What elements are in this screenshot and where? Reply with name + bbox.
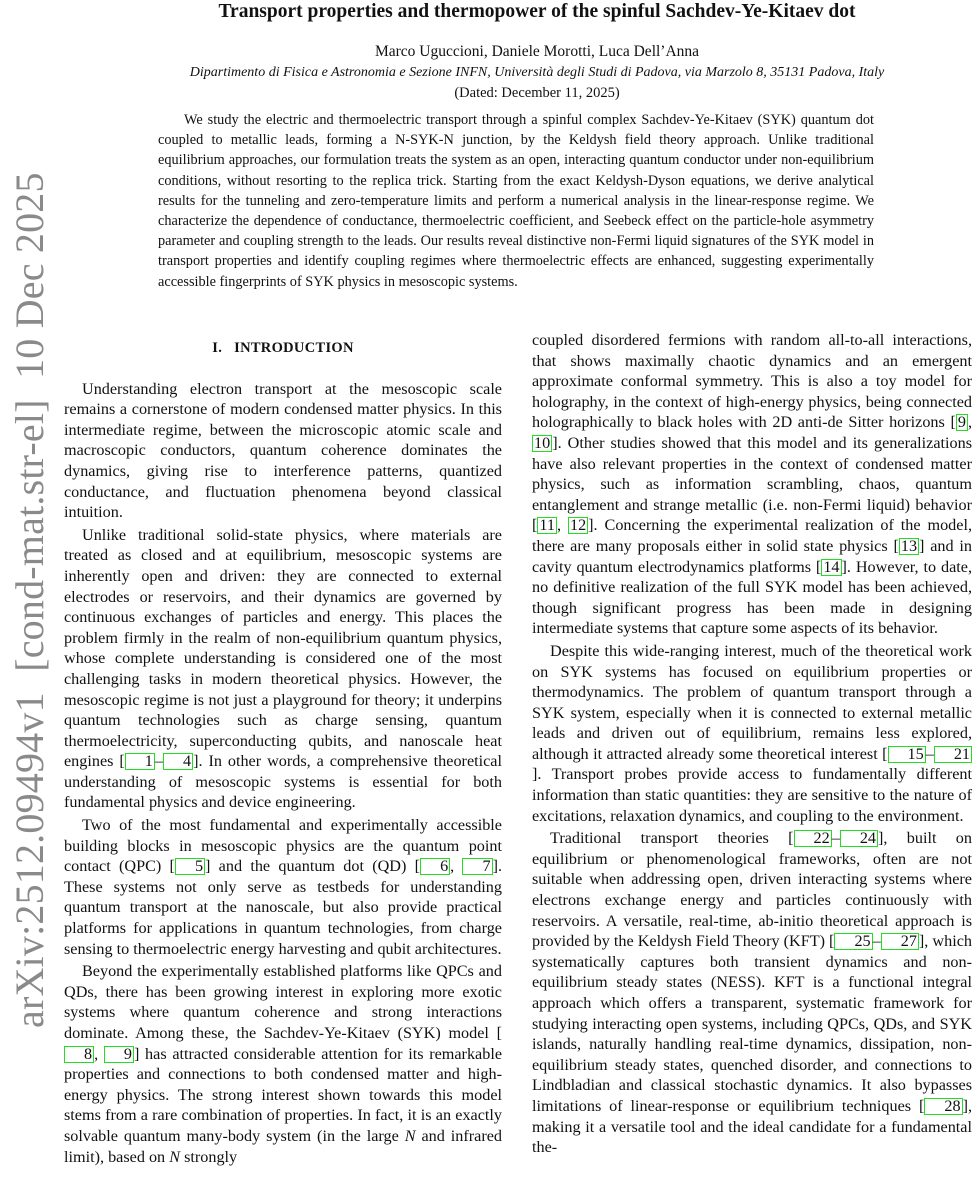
- right-column: [532, 330, 972, 1158]
- citation-link[interactable]: 14: [823, 557, 840, 576]
- citation-link[interactable]: 8: [64, 1046, 94, 1063]
- citation-link[interactable]: 5: [175, 858, 205, 875]
- math-symbol-n: N: [169, 1147, 181, 1166]
- section-heading: [64, 338, 502, 359]
- paragraph-3: Two of the most fundamental and experimentally accessible building blocks in mesoscopic physics are the quantum point contact (QPC) [ 5 ] and the quantum dot (QD) [ 6 , 7 ]. These systems not only serve as testbeds for understanding quantum transport at the nanoscale, but also provide practical platforms for applications in quantum technologies, from charge sensing to thermoelectric energy harvesting and qubit architectures.: [64, 816, 502, 958]
- citation-link[interactable]: 1: [125, 753, 155, 770]
- paragraph-1: Understanding electron transport at the mesoscopic scale remains a cornerstone of modern condensed matter physics. In this intermediate regime, between the microscopic atomic scale and macroscopic conductors, quantum coherence dominates the dynamics, giving rise to interference patterns, quantized conductance, and fluctuation phenomena beyond classical intuition.: [64, 379, 502, 522]
- citation-link[interactable]: 28: [924, 1098, 962, 1115]
- citation-link[interactable]: 12: [569, 516, 587, 535]
- paragraph-4: Beyond the experimentally established platforms like QPCs and QDs, there has been growing interest in exploring more exotic systems where quantum coherence and strong interactions dominate. Among these, the Sachdev-Ye-Kitaev (SYK) model [8 , 9 ] has attracted considerable attention for its remarkable properties and connections to both condensed matter and high-energy physics. The strong interest shown towards this model stems from a rare combination of properties. In fact, it is an exactly solvable quantum many-body system (in the large N and infrared limit), based on N strongly: [64, 962, 503, 1166]
- citation-link[interactable]: 13: [900, 536, 918, 555]
- paragraph-4-continued: coupled disordered fermions with random all-to-all interactions, that shows maximally chaotic dynamics and an emergent approximate conformal symmetry. This is also a toy model for holography, in the context of high-energy physics, being connected holographically to black holes with 2D anti-de Sitter horizons [ 9 , 10 ]. Other studies showed that this model and its generalizations have also relevant properties in the context of condensed matter physics, such as information scrambling, chaos, quantum entanglement and strange metallic (i.e. non-Fermi liquid) behavior [ 11 , 12 ]. Concerning the experimental realization of the model, there are many proposals either in solid state physics [ 13 ] and in cavity quantum electrodynamics platforms [ 14 ]. However, to date, no definitive realization of the full SYK model has been achieved, though significant progress has been made in designing intermediate systems that capture some aspects of its behavior.: [532, 331, 972, 638]
- paragraph-5: Despite this wide-ranging interest, much of the theoretical work on SYK systems has focused on equilibrium properties or thermodynamics. The problem of quantum transport through a SYK system, especially when it is connected to external metallic leads and driven out of equilibrium, remains less explored, although it attracted already some theoretical interest [ 15 – 21]. Transport probes provide access to fundamentally different information than static quantities: they are sensitive to the nature of excitations, relaxation dynamics, and coupling to the environment.: [532, 641, 972, 825]
- citation-link[interactable]: 15: [888, 746, 926, 763]
- citation-link[interactable]: 24: [840, 830, 878, 847]
- arxiv-category: [cond-mat.str-el]: [7, 399, 52, 672]
- paragraph-6: Traditional transport theories [ 22 – 24 ], built on equilibrium or phenomenological frameworks, often are not suitable when addressing open, driven interacting systems where electrons exchange energy and particles continuously with reservoirs. A versatile, real-time, ab-initio theoretical approach is provided by the Keldysh Field Theory (KFT) [ 25 – 27 ], which systematically captures both transient dynamics and non-equilibrium steady states (NESS). KFT is a functional integral approach which offers a transparent, systematic framework for studying interacting open systems, including QPCs, QDs, and SYK islands, naturally handling real-time dynamics, dissipation, non-equilibrium steady states, quenched disorder, and connections to Lindbladian and classical stochastic dynamics. It also bypasses limitations of linear-response or equilibrium techniques [ 28 ], making it a versatile tool and the ideal candidate for a fundamental the-: [532, 829, 972, 1157]
- citation-link[interactable]: 7: [462, 858, 492, 875]
- citation-link[interactable]: 27: [881, 933, 919, 950]
- citation-link[interactable]: 9: [104, 1046, 134, 1063]
- date-line: (Dated: December 11, 2025): [454, 85, 620, 101]
- math-symbol-n: N: [404, 1126, 416, 1145]
- citation-link[interactable]: 6: [420, 858, 450, 875]
- citation-link[interactable]: 10: [534, 433, 551, 452]
- section-number: I.: [212, 340, 223, 356]
- citation-link[interactable]: 25: [834, 933, 872, 950]
- arxiv-date: 10 Dec 2025: [7, 172, 52, 379]
- author-list: Marco Uguccioni, Daniele Morotti, Luca Dell’Anna: [374, 43, 700, 60]
- left-column: [64, 330, 502, 1167]
- citation-link[interactable]: 22: [794, 830, 832, 847]
- abstract: We study the electric and thermoelectric transport through a spinful complex Sachdev-Ye-Kitaev (SYK) quantum dot coupled to metallic leads, forming a N-SYK-N junction, by the Keldysh field theory approach. Unlike traditional equilibrium approaches, our formulation treats the system as an open, interacting quantum conductor under non-equilibrium conditions, without resorting to the replica trick. Starting from the exact Keldysh-Dyson equations, we derive analytical results for the tunneling and zero-temperature limits and perform a numerical analysis in the linear-response regime. We characterize the dependence of conductance, thermoelectric coefficient, and Seebeck effect on the particle-hole asymmetry parameter and coupling strength to the leads. Our results reveal distinctive non-Fermi liquid signatures of the SYK model in transport properties and identify coupling regimes where thermoelectric effects are enhanced, suggesting experimentally accessible fingerprints of SYK physics in mesoscopic systems.: [158, 112, 874, 290]
- citation-link[interactable]: 4: [163, 753, 193, 770]
- arxiv-id: arXiv:2512.09494v1: [7, 692, 52, 1028]
- citation-link[interactable]: 11: [539, 516, 555, 535]
- citation-link[interactable]: 21: [934, 746, 972, 763]
- citation-link[interactable]: 9: [957, 413, 966, 432]
- paper-title: Transport properties and thermopower of the spinful Sachdev-Ye-Kitaev dot: [218, 1, 856, 22]
- affiliation: Dipartimento di Fisica e Astronomia e Sezione INFN, Università degli Studi di Padova, via Marzolo 8, 35131 Padova, Italy: [189, 65, 885, 80]
- paragraph-2: Unlike traditional solid-state physics, where materials are treated as closed and at equilibrium, mesoscopic systems are inherently open and driven: they are connected to external electrodes or reservoirs, and their dynamics are governed by continuous exchanges of particles and energy. This places the problem firmly in the realm of non-equilibrium quantum physics, whose complete understanding is considered one of the most challenging tasks in modern theoretical physics. However, the mesoscopic regime is not just a playground for theory; it underpins quantum technologies such as charge sensing, quantum thermoelectricity, superconducting qubits, and nanoscale heat engines [ 1 – 4 ]. In other words, a comprehensive theoretical understanding of mesoscopic systems is essential for both fundamental physics and device engineering.: [64, 525, 502, 812]
- section-title: INTRODUCTION: [234, 340, 354, 356]
- arxiv-identifier-stamp: [2, 28, 58, 1028]
